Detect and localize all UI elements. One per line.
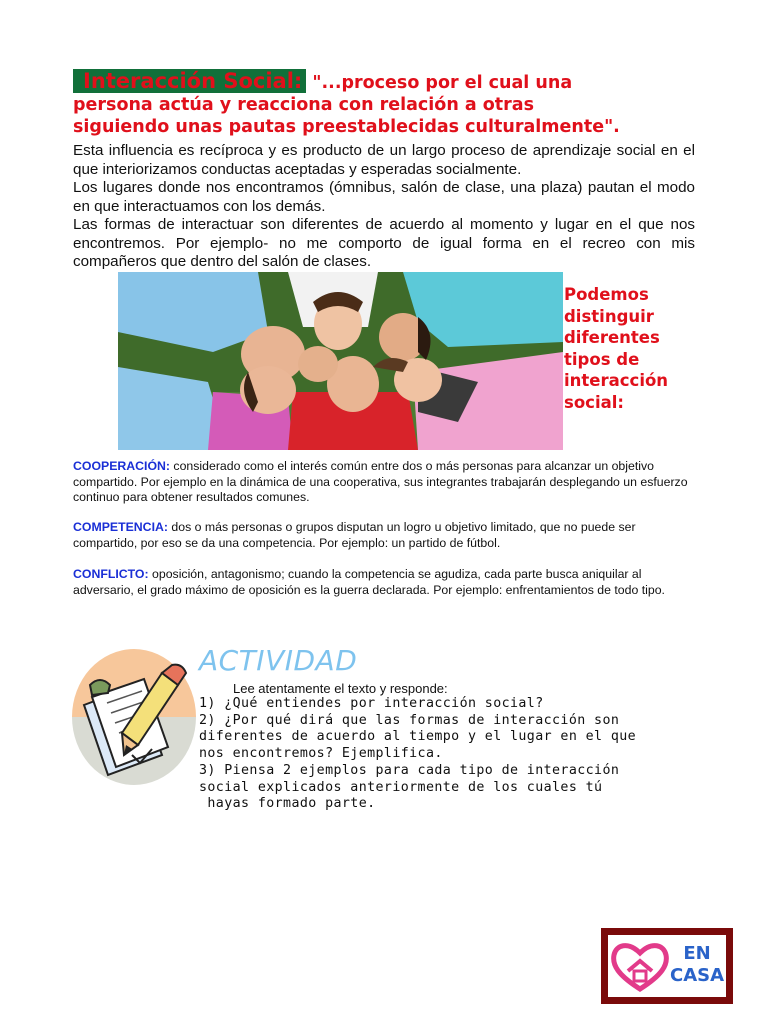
activity-question-line: diferentes de acuerdo al tiempo y el lugar en el que	[199, 729, 637, 745]
definition-text: dos o más personas o grupos disputan un logro u objetivo limitado, que no puede ser compartido, por eso se da una competencia. Por ejemplo: un partido de fútbol.	[73, 520, 636, 550]
activity-question-line: hayas formado parte.	[199, 796, 376, 812]
intro-paragraph-3: Las formas de interactuar son diferentes de acuerdo al momento y lugar en el que nos encontremos. Por ejemplo- no me comporto de igual forma en el recreo con mis compañeros que dentro del salón de clases.	[73, 216, 695, 270]
group-photo-illustration	[118, 272, 563, 450]
interaction-types-heading	[564, 284, 714, 413]
definition-competition	[73, 520, 693, 551]
intro-paragraph-1: Esta influencia es recíproca y es producto de un largo proceso de aprendizaje social en el que interiorizamos conductas aceptadas y esperadas socialmente.	[73, 142, 695, 178]
interaction-types-heading-line: social:	[564, 392, 624, 412]
definition-conflict	[73, 567, 693, 598]
activity-question-line: 3) Piensa 2 ejemplos para cada tipo de interacción	[199, 762, 620, 778]
activity-questions	[199, 696, 699, 813]
heart-house-icon	[610, 935, 670, 997]
definition-text: oposición, antagonismo; cuando la competencia se agudiza, cada parte busca aniquilar al adversario, el grado máximo de oposición es la guerra declarada. Por ejemplo: enfrentamientos de todo tipo.	[73, 567, 665, 597]
activity-illustration	[62, 645, 197, 795]
heading-quote-line1: "...proceso por el cual una	[306, 73, 573, 93]
activity-question-line: nos encontremos? Ejemplifica.	[199, 746, 443, 762]
definition-term: COMPETENCIA:	[73, 520, 168, 534]
definition-term: COOPERACIÓN:	[73, 459, 171, 473]
intro-paragraph-2: Los lugares donde nos encontramos (ómnibus, salón de clase, una plaza) pautan el modo en que interactuamos con los demás.	[73, 179, 695, 215]
group-photo	[118, 272, 563, 450]
activity-instruction: Lee atentamente el texto y responde:	[233, 681, 448, 696]
interaction-types-heading-line: interacción	[564, 371, 669, 390]
interaction-types-heading-line: tipos de	[564, 349, 640, 369]
activity-title: ACTIVIDAD	[199, 644, 358, 677]
definition-term: CONFLICTO:	[73, 567, 149, 581]
heading-block	[73, 70, 698, 138]
activity-question-line: 2) ¿Por qué dirá que las formas de interacción son	[199, 712, 620, 728]
logo-text-line1: EN	[683, 943, 711, 964]
activity-question-line: social explicados anteriormente de los cuales tú	[199, 779, 603, 795]
activity-question-line: 1) ¿Qué entiendes por interacción social?	[199, 696, 544, 711]
heading-quote-line2: persona actúa y reacciona con relación a otras	[73, 95, 535, 115]
logo-text-line2: CASA	[670, 965, 725, 986]
definition-text: considerado como el interés común entre dos o más personas para alcanzar un objetivo compartido. Por ejemplo en la dinámica de una cooperativa, sus integrantes trabajarán desplegando un esfuerzo continuo para obtener resultados comunes.	[73, 459, 688, 504]
logo-panel	[608, 935, 726, 997]
definition-cooperation	[73, 459, 693, 506]
heading-title: Interacción Social:	[73, 69, 306, 93]
interaction-types-heading-line: distinguir	[564, 306, 654, 326]
logo-text	[670, 943, 724, 987]
interaction-types-heading-line: Podemos	[564, 285, 649, 304]
en-casa-logo	[601, 928, 733, 1004]
intro-text	[73, 142, 695, 272]
pencil-paper-icon	[62, 645, 197, 795]
heading-quote-line3: siguiendo unas pautas preestablecidas culturalmente".	[73, 117, 620, 137]
interaction-types-heading-line: diferentes	[564, 328, 660, 347]
